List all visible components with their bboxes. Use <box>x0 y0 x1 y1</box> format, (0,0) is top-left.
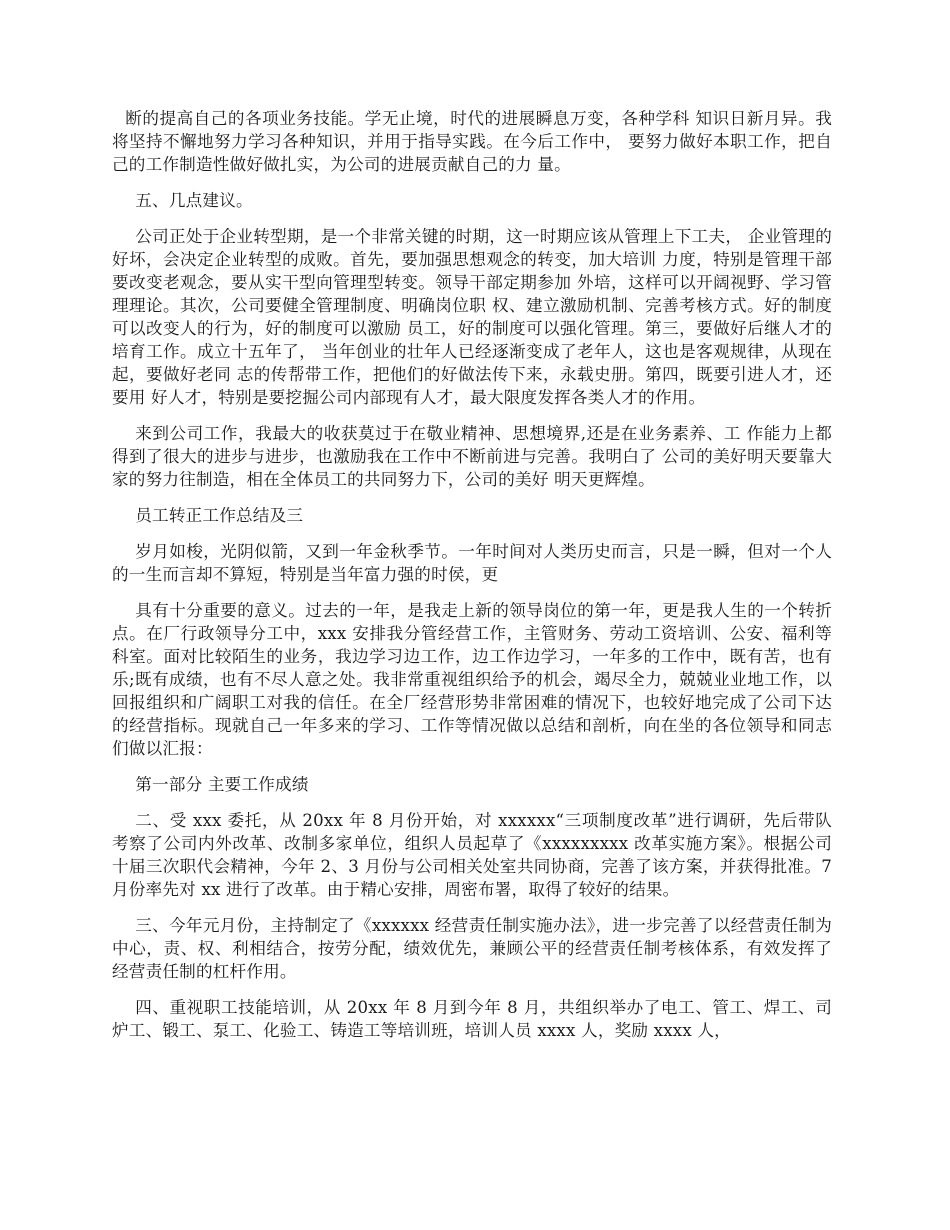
paragraph-company-transition: 公司正处于企业转型期，是一个非常关键的时期，这一时期应该从管理上下工夫， 企业管理的好坏，会决定企业转型的成败。首先，要加强思想观念的转变，加大培训 力度，特别是管理干部要改变老观念，要从实干型向管理型转变。领导干部定期参加 外培，这样可以开阔视野、学习管理理论。其次，公司要健全管理制度、明确岗位职 权、建立激励机制、完善考核方式。好的制度可以改变人的行为，好的制度可以激励 员工，好的制度可以强化管理。第三，要做好后继人才的培育工作。成立十五年了， 当年创业的壮年人已经逐渐变成了老年人，这也是客观规律，从现在起，要做好老同 志的传帮带工作，把他们的好做法传下来，永载史册。第四，既要引进人才，还要用 好人才，特别是要挖掘公司内部现有人才，最大限度发挥各类人才的作用。 <box>112 227 832 407</box>
paragraph-meaning: 具有十分重要的意义。过去的一年，是我走上新的领导岗位的第一年，更是我人生的一个转折点。在厂行政领导分工中，xxx 安排我分管经营工作，主管财务、劳动工资培训、公安、福利等科室。面对比较陌生的业务，我边学习边工作，边工作边学习，一年多的工作中，既有苦，也有乐;既有成绩，也有不尽人意之处。我非常重视组织给予的机会，竭尽全力，兢兢业业地工作，以回报组织和广阔职工对我的信任。在全厂经营形势非常困难的情况下，也较好地完成了公司下达的经营指标。现就自己一年多来的学习、工作等情况做以总结和剖析，向在坐的各位领导和同志们做以汇报： <box>112 601 832 758</box>
paragraph-gains: 来到公司工作，我最大的收获莫过于在敬业精神、思想境界,还是在业务素养、工 作能力上都得到了很大的进步与进步，也激励我在工作中不断前进与完善。我明白了 公司的美好明天要靠大家的努力往制造，相在全体员工的共同努力下，公司的美好 明天更辉煌。 <box>112 424 832 489</box>
paragraph-training: 四、重视职工技能培训，从 20xx 年 8 月到今年 8 月，共组织举办了电工、管工、焊工、司炉工、锻工、泵工、化验工、铸造工等培训班，培训人员 xxxx 人，奖励 xxxx 人， <box>112 998 832 1040</box>
paragraph-reform: 二、受 xxx 委托，从 20xx 年 8 月份开始，对 xxxxxx“三项制度改革”进行调研，先后带队考察了公司内外改革、改制多家单位，组织人员起草了《xxxxxxxxx 改革实施方案》。根据公司十届三次职代会精神，今年 2、3 月份与公司相关处室共同协商，完善了该方案，并获得批准。7 月份率先对 xx 进行了改革。由于精心安排，周密布署，取得了较好的结果。 <box>112 811 832 899</box>
paragraph-responsibility: 三、今年元月份，主持制定了《xxxxxx 经营责任制实施办法》，进一步完善了以经营责任制为中心，责、权、利相结合，按劳分配，绩效优先，兼顾公平的经营责任制考核体系，有效发挥了经营责任制的杠杆作用。 <box>112 916 832 981</box>
section-heading-summary-three: 员工转正工作总结及三 <box>135 506 304 525</box>
paragraph-skills: 断的提高自己的各项业务技能。学无止境，时代的进展瞬息万变，各种学科 知识日新月异。我将坚持不懈地努力学习各种知识，并用于指导实践。在今后工作中， 要努力做好本职工作，把自己的工作制造性做好做扎实，为公司的进展贡献自己的力 量。 <box>112 109 832 174</box>
document-body <box>112 107 832 1055</box>
section-heading-suggestions: 五、几点建议。 <box>135 191 253 210</box>
paragraph-time: 岁月如梭，光阴似箭，又到一年金秋季节。一年时间对人类历史而言，只是一瞬，但对一个人的一生而言却不算短，特别是当年富力强的时侯，更 <box>112 542 832 584</box>
section-heading-part-one: 第一部分 主要工作成绩 <box>135 775 309 794</box>
